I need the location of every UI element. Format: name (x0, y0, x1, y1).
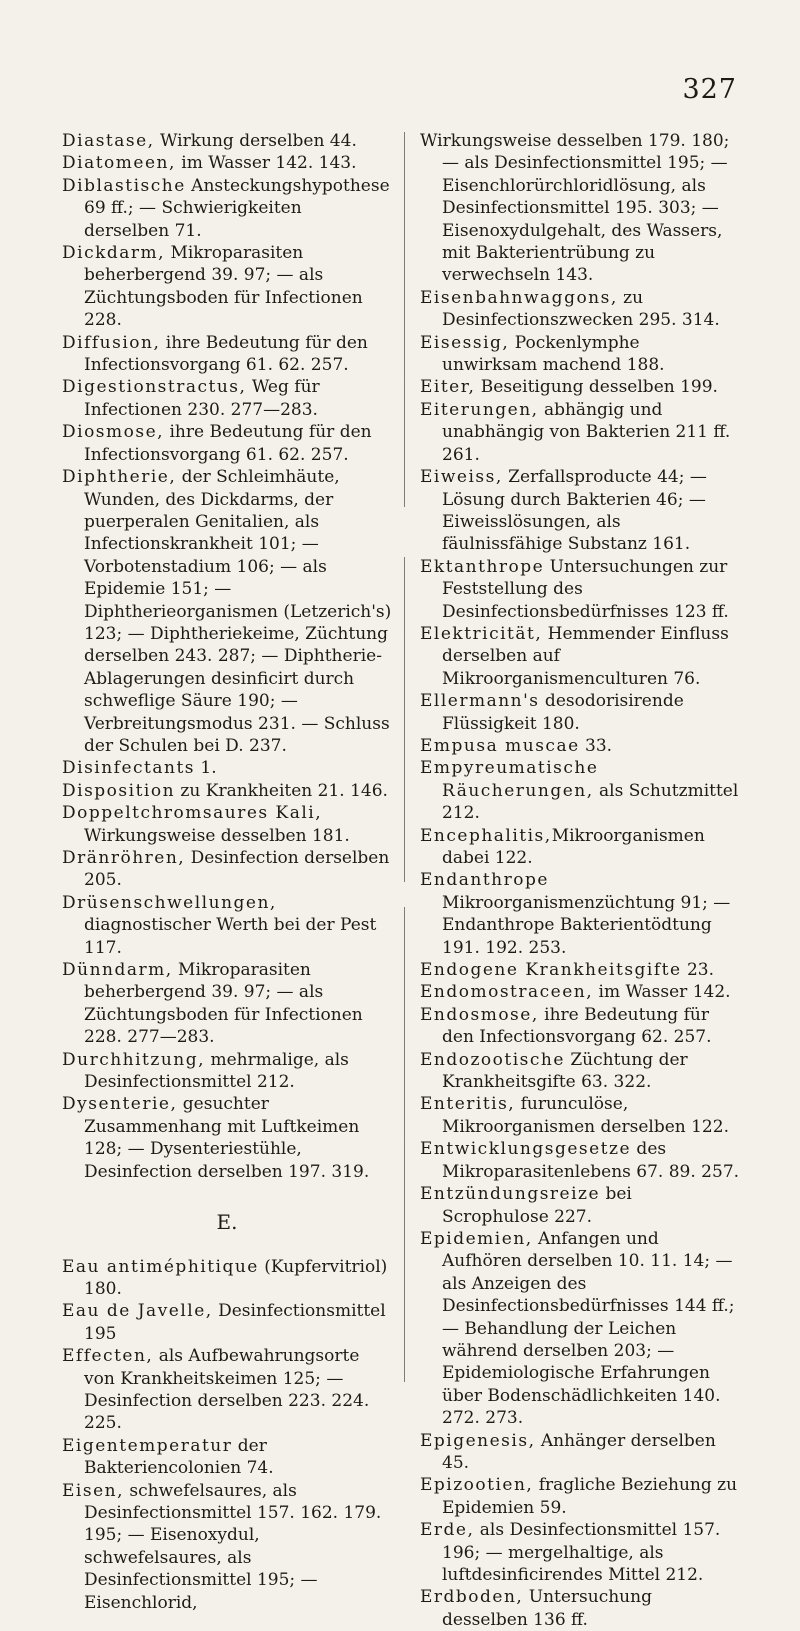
index-entry (420, 466, 740, 556)
entry-headword: Ellermann's (420, 691, 540, 712)
entry-text: ihre Bedeutung für den Infectionsvorgang 61. 62. 257. (84, 422, 372, 465)
index-entry (420, 376, 740, 398)
entry-headword: Diphtherie, (62, 467, 177, 488)
index-section-e (62, 1256, 392, 1615)
entry-headword: Epizootien, (420, 1475, 534, 1496)
entry-text: schwefelsaures, als Desinfectionsmittel 157. 162. 179. 195; — Eisenoxydul, schwefelsaures, als Desinfectionsmittel 195; —Eisenchlorid, (84, 1480, 382, 1613)
entry-text: Anfangen und Aufhören derselben 10. 11. 14; — als Anzeigen des Desinfectionsbedürfnisses 144 ff.; — Behandlung der Leichen während derselben 203; — Epidemiologische Erfahrungen über Bodenschädlichkeiten 140. 272. 273. (442, 1228, 735, 1429)
entry-headword: Dysenterie, (62, 1094, 178, 1115)
index-entry (420, 332, 740, 377)
entry-text: (Kupfervitriol) 180. (84, 1256, 388, 1299)
entry-headword: Entwicklungsgesetze (420, 1139, 632, 1160)
entry-text: 33. (579, 735, 613, 756)
entry-text: Mikroparasiten beherbergend 39. 97; — als Züchtungsboden für Infectionen 228. 277—283. (84, 960, 363, 1048)
entry-text: Wirkungsweise desselben 179. 180; — als Desinfectionsmittel 195; — Eisenchlorürchloridlösung, als Desinfectionsmittel 195. 303; — Eisenoxydulgehalt, des Wassers, mit Bakterientrübung zu verwechseln 143. (420, 131, 730, 286)
entry-text: als Aufbewahrungsorte von Krankheitskeimen 125; — Desinfection derselben 223. 224. 225. (84, 1346, 370, 1434)
entry-text: zu Krankheiten 21. 146. (175, 780, 388, 801)
index-entry (62, 421, 392, 466)
entry-text: Mikroparasiten beherbergend 39. 97; — als Züchtungsboden für Infectionen 228. (84, 243, 363, 331)
index-entry (420, 735, 740, 757)
index-entry (420, 556, 740, 623)
entry-headword: Disposition (62, 780, 176, 801)
index-entry (420, 757, 740, 824)
entry-text: Beseitigung desselben 199. (475, 377, 718, 398)
entry-text: im Wasser 142. 143. (175, 153, 357, 174)
entry-headword: Empyreumatische Räucherungen, (420, 758, 599, 801)
index-entry (420, 1183, 740, 1228)
index-entry (62, 757, 392, 779)
entry-text: fragliche Beziehung zu Epidemien 59. (442, 1475, 738, 1518)
index-entry (62, 376, 392, 421)
entry-text: Anhänger derselben 45. (442, 1430, 716, 1473)
entry-headword: Disinfectants (62, 758, 196, 779)
entry-text: Wirkungsweise desselben 181. (84, 825, 350, 846)
entry-text: abhängig und unabhängig von Bakterien 211 ff. 261. (442, 399, 731, 465)
entry-headword: Endomostraceen, (420, 982, 594, 1003)
index-entry (420, 1586, 740, 1631)
index-entry (62, 959, 392, 1049)
index-entry (420, 869, 740, 959)
entry-text: Desinfection derselben 205. (84, 848, 390, 891)
index-entry (62, 892, 392, 959)
page-number: 327 (682, 74, 737, 105)
entry-text: Mikroorganismenzüchtung 91; — Endanthrope Bakterientödtung 191. 192. 253. (442, 892, 731, 958)
entry-headword: Drüsenschwellungen, (62, 892, 277, 913)
entry-text: 23. (681, 960, 715, 981)
entry-headword: Endogene Krankheitsgifte (420, 960, 682, 981)
index-entry (420, 1519, 740, 1586)
index-entry (420, 825, 740, 870)
entry-headword: Erde, (420, 1520, 475, 1541)
entry-text: Züchtung der Krankheitsgifte 63. 322. (442, 1049, 688, 1093)
entry-headword: Encephalitis, (420, 825, 552, 846)
index-entry (420, 623, 740, 690)
index-entry (420, 1049, 740, 1094)
entry-headword: Entzündungsreize (420, 1184, 601, 1205)
entry-headword: Eiweiss, (420, 467, 503, 488)
index-entry (62, 152, 392, 174)
entry-headword: Epigenesis, (420, 1430, 536, 1451)
index-entry (420, 1430, 740, 1475)
index-entry (62, 1435, 392, 1480)
entry-headword: Epidemien, (420, 1228, 533, 1249)
entry-headword: Eisen, (62, 1480, 124, 1501)
index-entry (62, 130, 392, 152)
entry-text: Wirkung derselben 44. (154, 131, 357, 151)
index-entry (420, 1138, 740, 1183)
entry-text: bei Scrophulose 227. (442, 1184, 632, 1227)
index-entry (62, 242, 392, 332)
index-entry (62, 175, 392, 242)
index-entry (62, 1345, 392, 1435)
entry-text: Untersuchung desselben 136 ff. (442, 1587, 652, 1630)
entry-headword: Diffusion, (62, 332, 161, 353)
entry-text: diagnostischer Werth bei der Pest 117. (84, 915, 377, 958)
entry-text: des Mikroparasitenlebens 67. 89. 257. (442, 1139, 740, 1182)
entry-headword: Dränröhren, (62, 848, 186, 868)
entry-text: Mikroorganismen dabei 122. (442, 825, 705, 868)
index-entry (420, 399, 740, 466)
entry-text: als Desinfectionsmittel 157. 196; — mergelhaltige, als luftdesinficirendes Mittel 212. (442, 1520, 721, 1585)
index-entry (62, 466, 392, 757)
entry-text: desodorisirende Flüssigkeit 180. (442, 691, 684, 734)
entry-text: der Schleimhäute, Wunden, des Dickdarms, der puerperalen Genitalien, als Infectionskrankheit 101; — Vorbotenstadium 106; — als Epidemie 151; — Diphtherieorganismen (Letzerich's) 123; — Diphtheriekeime, Züchtung derselben 243. 287; — Diphtherie-Ablagerungen desinficirt durch schweflige Säure 190; — Verbreitungsmodus 231. — Schluss der Schulen bei D. 237. (84, 467, 392, 756)
entry-headword: Endozootische (420, 1049, 565, 1070)
right-column (420, 130, 740, 1631)
entry-headword: Digestionstractus, (62, 377, 247, 398)
entry-text: Weg für Infectionen 230. 277—283. (84, 377, 320, 420)
entry-text: im Wasser 142. (593, 982, 731, 1003)
section-letter: E. (216, 1210, 238, 1235)
entry-text: als Schutzmittel 212. (442, 780, 739, 824)
entry-headword: Empusa muscae (420, 735, 580, 756)
column-divider (404, 132, 405, 1382)
index-entry (62, 1256, 392, 1301)
index-entry (62, 780, 392, 802)
left-column (62, 130, 392, 1614)
entry-headword: Eau antiméphitique (62, 1256, 259, 1277)
index-entry (420, 1093, 740, 1138)
entry-headword: Ektanthrope (420, 556, 545, 577)
entry-text: mehrmalige, als Desinfectionsmittel 212. (84, 1049, 349, 1093)
entry-text: Hemmender Einfluss derselben auf Mikroorganismenculturen 76. (442, 623, 729, 689)
index-entry (62, 802, 392, 847)
entry-text: Untersuchungen zur Feststellung des Desinfectionsbedürfnisses 123 ff. (442, 556, 729, 622)
index-entry (420, 130, 740, 287)
entry-headword: Eiterungen, (420, 399, 539, 420)
entry-headword: Eisessig, (420, 332, 510, 353)
entry-text: furunculöse, Mikroorganismen derselben 122. (442, 1094, 729, 1137)
entry-headword: Enteritis, (420, 1094, 516, 1115)
index-entry (62, 1300, 392, 1345)
index-entry (62, 1480, 392, 1614)
index-entry (62, 1049, 392, 1094)
entry-text: ihre Bedeutung für den Infectionsvorgang 61. 62. 257. (84, 332, 368, 376)
entry-text: der Bakteriencolonien 74. (84, 1435, 274, 1479)
index-entry (62, 1093, 392, 1183)
entry-headword: Durchhitzung, (62, 1049, 206, 1070)
entry-text: Ansteckungshypothese 69 ff.; — Schwierigkeiten derselben 71. (84, 175, 390, 241)
entry-headword: Effecten, (62, 1346, 154, 1367)
entry-headword: Dickdarm, (62, 243, 166, 264)
index-entry (420, 981, 740, 1003)
entry-headword: Elektricität, (420, 623, 543, 644)
index-entry (420, 1004, 740, 1049)
entry-headword: Diosmose, (62, 422, 165, 443)
entry-headword: Erdboden, (420, 1587, 524, 1608)
entry-headword: Diblastische (62, 175, 186, 196)
index-entry (420, 287, 740, 332)
entry-text: Desinfectionsmittel 195 (84, 1301, 386, 1344)
index-entry (62, 847, 392, 892)
entry-headword: Dünndarm, (62, 960, 173, 981)
entry-headword: Diatomeen, (62, 153, 176, 174)
entry-headword: Endosmose, (420, 1004, 539, 1025)
index-entry (62, 332, 392, 377)
index-entry (420, 959, 740, 981)
entry-headword: Eiter, (420, 377, 476, 398)
entry-headword: Eau de Javelle, (62, 1301, 213, 1322)
index-section-e-continued (420, 130, 740, 1631)
entry-text: ihre Bedeutung für den Infectionsvorgang 62. 257. (442, 1004, 712, 1048)
entry-text: 1. (195, 758, 217, 779)
entry-text: Pockenlymphe unwirksam machend 188. (442, 332, 665, 376)
index-section-d (62, 130, 392, 1183)
entry-headword: Eigentemperatur (62, 1435, 233, 1456)
index-entry (420, 690, 740, 735)
entry-headword: Eisenbahnwaggons, (420, 287, 618, 308)
index-entry (420, 1228, 740, 1430)
entry-headword: Diastase, (62, 131, 155, 151)
entry-headword: Endanthrope (420, 870, 549, 891)
entry-text: zu Desinfectionszwecken 295. 314. (442, 287, 720, 331)
index-entry (420, 1474, 740, 1519)
entry-headword: Doppeltchromsaures Kali, (62, 803, 323, 824)
entry-text: gesuchter Zusammenhang mit Luftkeimen 128; — Dysenteriestühle, Desinfection derselben 197. 319. (84, 1094, 370, 1182)
entry-text: Zerfallsproducte 44; — Lösung durch Bakterien 46; — Eiweisslösungen, als fäulnissfähige Substanz 161. (442, 467, 707, 555)
